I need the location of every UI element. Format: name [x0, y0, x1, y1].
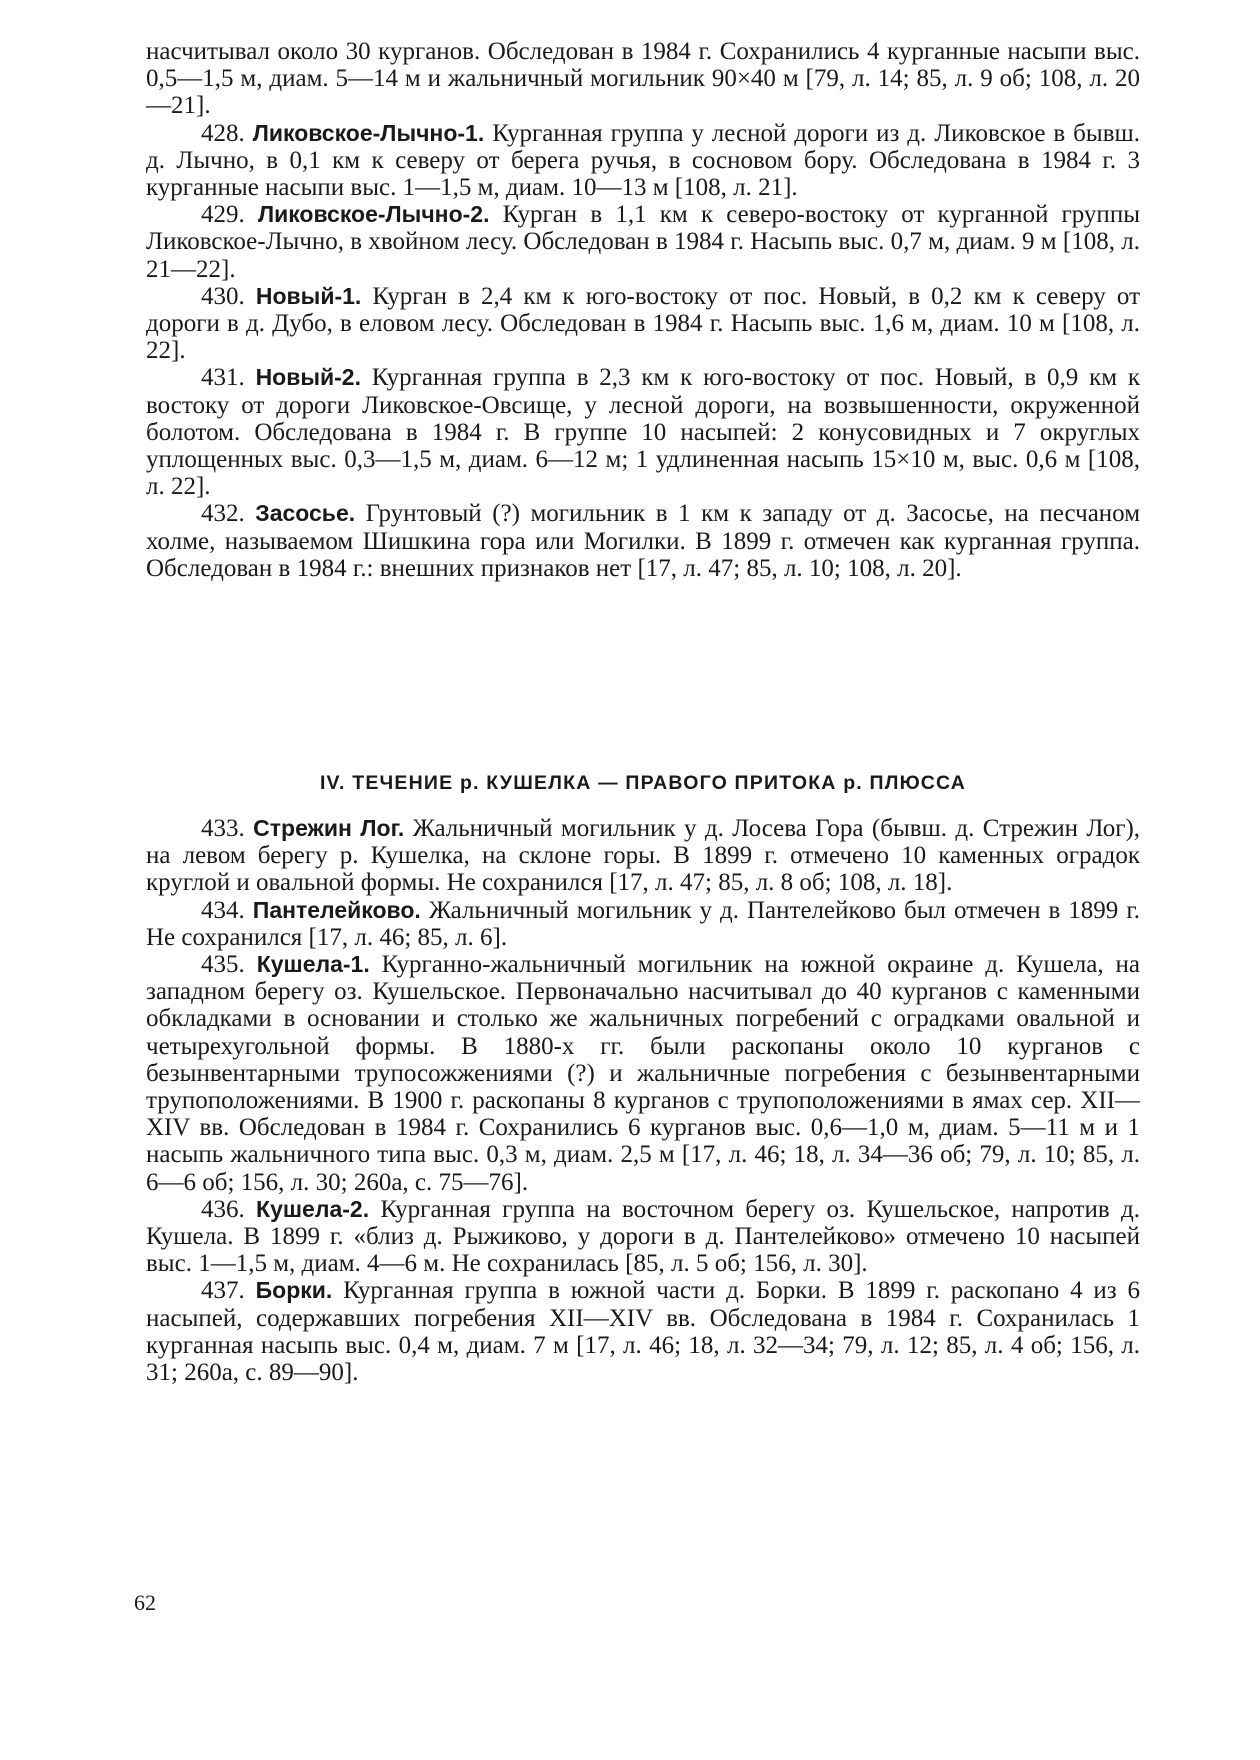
- entry-number: 430.: [201, 282, 245, 310]
- entry-number: 433.: [201, 815, 245, 842]
- entry-name: Новый-1.: [255, 282, 362, 309]
- entry-text: Курганная группа на восточном берегу оз. Кушельское, напротив д. Кушела. В 1899 г. «близ д. Рыжиково, у дороги в д. Пантелейково» отмечено 10 насыпей выс. 1—1,5 м, диам. 4—6 м. Не сохранилась [85, л. 5 об; 156, л. 30].: [146, 1195, 1140, 1278]
- entry-name: Ликовское-Лычно-2.: [257, 201, 490, 228]
- entry-text: Курганная группа в 2,3 км к юго-востоку от пос. Новый, в 0,9 км к востоку от дороги Ликовское-Овсище, у лесной дороги, на возвышенности, окруженной болотом. Обследована в 1984 г. В группе 10 насыпей: 2 конусовидных и 7 округлых уплощенных выс. 0,3—1,5 м, диам. 6—12 м; 1 удлиненная насыпь 15×10 м, выс. 0,6 м [108, л. 22].: [146, 364, 1141, 501]
- entry-429: [146, 201, 1140, 283]
- entry-430: [146, 283, 1140, 365]
- entry-436: [146, 1196, 1140, 1278]
- section-heading: IV. ТЕЧЕНИЕ р. КУШЕЛКА — ПРАВОГО ПРИТОКА р. ПЛЮССА: [319, 772, 967, 794]
- entry-name: Ликовское-Лычно-1.: [252, 119, 485, 146]
- entry-number: 431.: [201, 364, 245, 392]
- entry-435: [146, 951, 1140, 1196]
- entry-text: Жальничный могильник у д. Пантелейково был отмечен в 1899 г. Не сохранился [17, л. 46; 85, л. 6].: [146, 896, 1141, 951]
- entry-text: Жальничный могильник у д. Лосева Гора (бывш. д. Стрежин Лог), на левом берегу р. Кушелка, на склоне горы. В 1899 г. отмечено 10 каменных оградок круглой и овальной формы. Не сохранился [17, л. 47; 85, л. 8 об; 108, л. 18].: [146, 815, 1141, 897]
- continuation-paragraph: насчитывал около 30 курганов. Обследован в 1984 г. Сохранились 4 курганные насыпи выс. 0,5—1,5 м, диам. 5—14 м и жальничный могильник 90×40 м [79, л. 14; 85, л. 9 об; 108, л. 20—21].: [146, 38, 1140, 120]
- text-block-lower: [146, 815, 1140, 1386]
- entry-name: Кушела-2.: [256, 1195, 370, 1222]
- entry-433: [146, 815, 1140, 897]
- entry-name: Пантелейково.: [252, 896, 421, 923]
- entry-432: [146, 500, 1140, 582]
- entry-text: Курганно-жальничный могильник на южной окраине д. Кушела, на западном берегу оз. Кушельское. Первоначально насчитывал до 40 курганов с каменными обкладками в основании и столько же жальничных погребений с оградками овальной и четырехугольной формы. В 1880-х гг. были раскопаны около 10 курганов с безынвентарными трупосожжениями (?) и жальничные погребения с безынвентарными трупоположениями. В 1900 г. раскопаны 8 курганов с трупоположениями в ямах сер. XII—XIV вв. Обследован в 1984 г. Сохранились 6 курганов выс. 0,6—1,0 м, диам. 5—11 м и 1 насыпь жальничного типа выс. 0,3 м, диам. 2,5 м [17, л. 46; 18, л. 34—36 об; 79, л. 10; 85, л. 6—6 об; 156, л. 30; 260а, с. 75—76].: [146, 951, 1141, 1196]
- entry-number: 432.: [201, 500, 245, 528]
- entry-number: 435.: [201, 951, 245, 979]
- entry-name: Борки.: [255, 1277, 333, 1304]
- entry-name: Стрежин Лог.: [253, 815, 405, 841]
- entry-number: 428.: [201, 119, 245, 147]
- text-block-upper: [146, 38, 1140, 582]
- entry-name: Новый-2.: [255, 364, 361, 391]
- entry-name: Засосье.: [255, 500, 356, 527]
- page-number: 62: [134, 1590, 156, 1615]
- entry-437: [146, 1277, 1140, 1386]
- entry-text: Курганная группа в южной части д. Борки. В 1899 г. раскопано 4 из 6 насыпей, содержавших погребения XII—XIV вв. Обследована в 1984 г. Сохранилась 1 курганная насыпь выс. 0,4 м, диам. 7 м [17, л. 46; 18, л. 32—34; 79, л. 12; 85, л. 4 об; 156, л. 31; 260а, с. 89—90].: [146, 1277, 1141, 1387]
- entry-431: [146, 364, 1140, 500]
- entry-number: 429.: [201, 201, 245, 229]
- entry-text: Курган в 1,1 км к северо-востоку от курганной группы Ликовское-Лычно, в хвойном лесу. Обследован в 1984 г. Насыпь выс. 0,7 м, диам. 9 м [108, л. 21—22].: [146, 201, 1140, 283]
- entry-text: Курган в 2,4 км к юго-востоку от пос. Новый, в 0,2 км к северу от дороги в д. Дубо, в еловом лесу. Обследован в 1984 г. Насыпь выс. 1,6 м, диам. 10 м [108, л. 22].: [146, 282, 1141, 365]
- entry-name: Кушела-1.: [256, 951, 370, 978]
- entry-number: 437.: [201, 1277, 245, 1305]
- entry-434: [146, 897, 1140, 951]
- entry-428: [146, 120, 1140, 202]
- entry-number: 436.: [201, 1195, 245, 1223]
- entry-text: Грунтовый (?) могильник в 1 км к западу от д. Засосье, на песчаном холме, называемом Шишкина гора или Могилки. В 1899 г. отмечен как курганная группа. Обследован в 1984 г.: внешних признаков нет [17, л. 47; 85, л. 10; 108, л. 20].: [146, 500, 1141, 582]
- entry-text: Курганная группа у лесной дороги из д. Ликовское в бывш. д. Лычно, в 0,1 км к северу от берега ручья, в сосновом бору. Обследована в 1984 г. 3 курганные насыпи выс. 1—1,5 м, диам. 10—13 м [108, л. 21].: [146, 119, 1140, 202]
- entry-number: 434.: [201, 896, 245, 924]
